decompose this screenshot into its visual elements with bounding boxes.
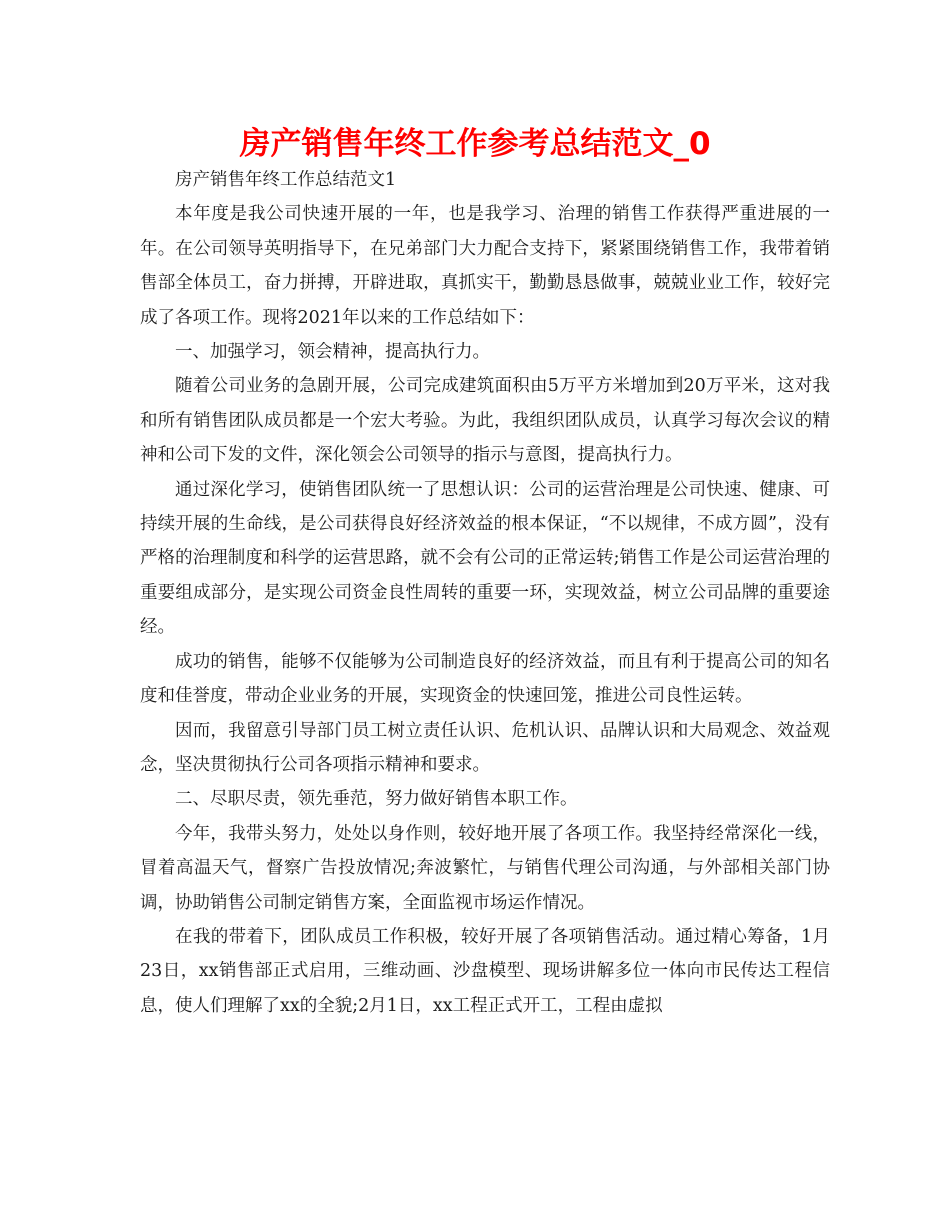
paragraph: 成功的销售，能够不仅能够为公司制造良好的经济效益，而且有利于提高公司的知名度和佳誉度，带动企业业务的开展，实现资金的快速回笼，推进公司良性运转。 bbox=[140, 651, 830, 707]
paragraph: 房产销售年终工作总结范文1 bbox=[175, 170, 397, 190]
paragraph: 因而，我留意引导部门员工树立责任认识、危机认识、品牌认识和大局观念、效益观念，坚决贯彻执行公司各项指示精神和要求。 bbox=[140, 720, 830, 775]
section-heading: 一、加强学习，领会精神，提高执行力。 bbox=[175, 342, 490, 363]
paragraph: 本年度是我公司快速开展的一年，也是我学习、治理的销售工作获得严重进展的一年。在公司领导英明指导下，在兄弟部门大力配合支持下，紧紧围绕销售工作，我带着销售部全体员工，奋力拼搏，开辟进取，真抓实干，勤勤恳恳做事，兢兢业业工作，较好完成了各项工作。现将2021年以来的工作总结如下： bbox=[140, 204, 830, 328]
paragraph: 今年，我带头努力，处处以身作则，较好地开展了各项工作。我坚持经常深化一线，冒着高温天气，督察广告投放情况;奔波繁忙，与销售代理公司沟通，与外部相关部门协调，协助销售公司制定销售方案，全面监视市场运作情况。 bbox=[140, 823, 830, 913]
document-title: 房产销售年终工作参考总结范文_0 bbox=[239, 126, 711, 162]
section-heading: 二、尽职尽责，领先垂范，努力做好销售本职工作。 bbox=[175, 789, 578, 810]
paragraph: 随着公司业务的急剧开展，公司完成建筑面积由5万平方米增加到20万平米，这对我和所有销售团队成员都是一个宏大考验。为此，我组织团队成员，认真学习每次会议的精神和公司下发的文件，深化领会公司领导的指示与意图，提高执行力。 bbox=[140, 376, 830, 466]
paragraph: 通过深化学习，使销售团队统一了思想认识：公司的运营治理是公司快速、健康、可持续开展的生命线，是公司获得良好经济效益的根本保证，“不以规律，不成方圆”，没有严格的治理制度和科学的运营思路，就不会有公司的正常运转;销售工作是公司运营治理的重要组成部分，是实现公司资金良性周转的重要一环，实现效益，树立公司品牌的重要途经。 bbox=[140, 479, 830, 638]
document-body bbox=[140, 163, 830, 1023]
paragraph: 在我的带着下，团队成员工作积极，较好开展了各项销售活动。通过精心筹备，1月23日，xx销售部正式启用，三维动画、沙盘模型、现场讲解多位一体向市民传达工程信息，使人们理解了xx的全貌;2月1日，xx工程正式开工，工程由虚拟 bbox=[140, 926, 830, 1016]
